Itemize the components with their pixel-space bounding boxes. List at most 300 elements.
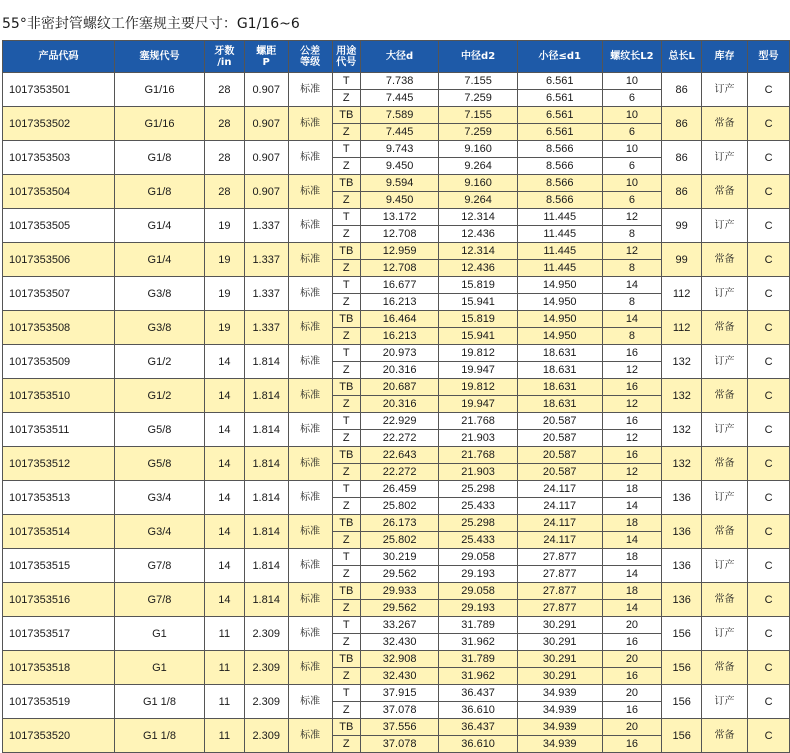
minor-diameter: 14.950 [517,294,602,311]
model-type: C [748,515,790,549]
table-row [3,141,790,158]
thread-length: 6 [602,90,662,107]
pitch-diameter: 25.433 [439,498,517,515]
major-diameter: 37.556 [360,719,438,736]
gauge-designation: G3/4 [114,481,204,515]
stock-status: 常备 [702,719,748,753]
product-code: 1017353505 [3,209,115,243]
gauge-designation: G1 [114,651,204,685]
pitch-diameter: 21.768 [439,413,517,430]
model-type: C [748,617,790,651]
product-code: 1017353501 [3,73,115,107]
major-diameter: 22.272 [360,464,438,481]
table-row [3,549,790,566]
pitch-diameter: 9.160 [439,141,517,158]
tolerance-grade: 标准 [288,549,332,583]
minor-diameter: 27.877 [517,583,602,600]
thread-length: 8 [602,328,662,345]
use-code: Z [332,362,360,379]
stock-status: 常备 [702,311,748,345]
use-code: Z [332,600,360,617]
use-code: TB [332,515,360,532]
pitch-diameter: 15.819 [439,311,517,328]
pitch: 1.814 [244,345,288,379]
table-row [3,583,790,600]
thread-length: 8 [602,226,662,243]
use-code: TB [332,719,360,736]
major-diameter: 9.450 [360,192,438,209]
gauge-designation: G7/8 [114,583,204,617]
minor-diameter: 34.939 [517,685,602,702]
thread-length: 12 [602,209,662,226]
thread-length: 14 [602,600,662,617]
tolerance-grade: 标准 [288,209,332,243]
gauge-designation: G1 1/8 [114,685,204,719]
tolerance-grade: 标准 [288,685,332,719]
tolerance-grade: 标准 [288,345,332,379]
threads-per-inch: 11 [204,719,244,753]
pitch: 1.337 [244,277,288,311]
total-length: 132 [662,447,702,481]
minor-diameter: 14.950 [517,311,602,328]
minor-diameter: 34.939 [517,702,602,719]
use-code: TB [332,243,360,260]
minor-diameter: 34.939 [517,719,602,736]
stock-status: 常备 [702,583,748,617]
major-diameter: 32.430 [360,634,438,651]
thread-length: 12 [602,396,662,413]
threads-per-inch: 14 [204,413,244,447]
use-code: TB [332,311,360,328]
major-diameter: 37.078 [360,736,438,753]
minor-diameter: 8.566 [517,192,602,209]
total-length: 156 [662,651,702,685]
pitch: 0.907 [244,175,288,209]
minor-diameter: 18.631 [517,362,602,379]
major-diameter: 7.445 [360,90,438,107]
minor-diameter: 6.561 [517,107,602,124]
product-code: 1017353517 [3,617,115,651]
major-diameter: 12.708 [360,226,438,243]
major-diameter: 25.802 [360,532,438,549]
pitch-diameter: 7.259 [439,124,517,141]
use-code: T [332,345,360,362]
tolerance-grade: 标准 [288,73,332,107]
pitch-diameter: 25.298 [439,515,517,532]
product-code: 1017353518 [3,651,115,685]
threads-per-inch: 19 [204,277,244,311]
pitch-diameter: 31.962 [439,668,517,685]
stock-status: 常备 [702,379,748,413]
pitch: 1.814 [244,583,288,617]
gauge-designation: G1/16 [114,73,204,107]
tolerance-grade: 标准 [288,311,332,345]
threads-per-inch: 14 [204,549,244,583]
table-row [3,107,790,124]
threads-per-inch: 28 [204,141,244,175]
pitch-diameter: 7.259 [439,90,517,107]
pitch-diameter: 31.789 [439,617,517,634]
major-diameter: 9.594 [360,175,438,192]
pitch-diameter: 29.058 [439,549,517,566]
minor-diameter: 27.877 [517,600,602,617]
thread-length: 16 [602,736,662,753]
use-code: Z [332,90,360,107]
thread-length: 12 [602,464,662,481]
gauge-designation: G3/8 [114,311,204,345]
minor-diameter: 18.631 [517,396,602,413]
minor-diameter: 20.587 [517,464,602,481]
major-diameter: 12.959 [360,243,438,260]
model-type: C [748,73,790,107]
product-code: 1017353507 [3,277,115,311]
major-diameter: 20.316 [360,396,438,413]
stock-status: 常备 [702,651,748,685]
minor-diameter: 6.561 [517,124,602,141]
total-length: 156 [662,719,702,753]
gauge-designation: G3/8 [114,277,204,311]
pitch-diameter: 9.160 [439,175,517,192]
thread-length: 10 [602,175,662,192]
thread-length: 6 [602,124,662,141]
use-code: Z [332,736,360,753]
use-code: T [332,481,360,498]
minor-diameter: 30.291 [517,617,602,634]
pitch-diameter: 31.789 [439,651,517,668]
gauge-designation: G5/8 [114,447,204,481]
use-code: Z [332,396,360,413]
gauge-designation: G1 [114,617,204,651]
use-code: TB [332,107,360,124]
minor-diameter: 8.566 [517,158,602,175]
major-diameter: 16.464 [360,311,438,328]
table-row [3,719,790,736]
pitch-diameter: 12.436 [439,226,517,243]
gauge-designation: G1/4 [114,209,204,243]
pitch-diameter: 9.264 [439,158,517,175]
use-code: Z [332,158,360,175]
pitch: 2.309 [244,651,288,685]
product-code: 1017353511 [3,413,115,447]
table-row [3,481,790,498]
stock-status: 常备 [702,107,748,141]
total-length: 156 [662,617,702,651]
total-length: 136 [662,549,702,583]
thread-length: 10 [602,141,662,158]
product-code: 1017353519 [3,685,115,719]
header-major-diameter: 大径d [360,41,438,73]
header-model: 型号 [748,41,790,73]
product-code: 1017353514 [3,515,115,549]
minor-diameter: 30.291 [517,668,602,685]
pitch-diameter: 29.058 [439,583,517,600]
header-gauge-designation: 塞规代号 [114,41,204,73]
total-length: 132 [662,345,702,379]
tolerance-grade: 标准 [288,379,332,413]
stock-status: 订产 [702,345,748,379]
header-threads-per-inch: 牙数 /in [204,41,244,73]
major-diameter: 29.562 [360,566,438,583]
pitch-diameter: 19.947 [439,362,517,379]
minor-diameter: 8.566 [517,141,602,158]
stock-status: 订产 [702,549,748,583]
header-pitch-diameter: 中径d2 [439,41,517,73]
minor-diameter: 18.631 [517,379,602,396]
pitch-diameter: 21.903 [439,464,517,481]
major-diameter: 16.213 [360,294,438,311]
major-diameter: 25.802 [360,498,438,515]
stock-status: 订产 [702,141,748,175]
product-code: 1017353503 [3,141,115,175]
product-code: 1017353506 [3,243,115,277]
tolerance-grade: 标准 [288,141,332,175]
header-tolerance-grade: 公差 等级 [288,41,332,73]
stock-status: 订产 [702,617,748,651]
thread-length: 14 [602,532,662,549]
model-type: C [748,413,790,447]
model-type: C [748,549,790,583]
tolerance-grade: 标准 [288,243,332,277]
pitch: 1.814 [244,549,288,583]
pitch: 1.814 [244,481,288,515]
use-code: TB [332,583,360,600]
product-code: 1017353510 [3,379,115,413]
thread-length: 20 [602,685,662,702]
tolerance-grade: 标准 [288,175,332,209]
use-code: TB [332,447,360,464]
thread-length: 16 [602,447,662,464]
pitch-diameter: 15.819 [439,277,517,294]
pitch: 2.309 [244,685,288,719]
header-use-code: 用途 代号 [332,41,360,73]
pitch-diameter: 36.610 [439,702,517,719]
thread-length: 14 [602,277,662,294]
tolerance-grade: 标准 [288,481,332,515]
pitch-diameter: 9.264 [439,192,517,209]
use-code: Z [332,430,360,447]
thread-length: 20 [602,651,662,668]
major-diameter: 20.316 [360,362,438,379]
total-length: 136 [662,515,702,549]
major-diameter: 30.219 [360,549,438,566]
major-diameter: 33.267 [360,617,438,634]
use-code: Z [332,464,360,481]
header-product-code: 产品代码 [3,41,115,73]
use-code: T [332,73,360,90]
thread-length: 8 [602,260,662,277]
header-minor-diameter: 小径≤d1 [517,41,602,73]
product-code: 1017353504 [3,175,115,209]
use-code: Z [332,532,360,549]
thread-length: 14 [602,566,662,583]
use-code: T [332,413,360,430]
threads-per-inch: 14 [204,515,244,549]
pitch: 1.337 [244,209,288,243]
major-diameter: 37.078 [360,702,438,719]
table-row [3,651,790,668]
major-diameter: 20.687 [360,379,438,396]
threads-per-inch: 19 [204,209,244,243]
pitch-diameter: 19.812 [439,379,517,396]
use-code: Z [332,634,360,651]
page-title: 55°非密封管螺纹工作塞规主要尺寸：G1/16~6 [2,16,300,32]
thread-length: 18 [602,515,662,532]
major-diameter: 7.738 [360,73,438,90]
major-diameter: 32.908 [360,651,438,668]
use-code: Z [332,566,360,583]
stock-status: 常备 [702,515,748,549]
pitch-diameter: 29.193 [439,600,517,617]
use-code: T [332,209,360,226]
total-length: 112 [662,277,702,311]
major-diameter: 37.915 [360,685,438,702]
thread-length: 10 [602,107,662,124]
pitch: 1.337 [244,311,288,345]
header-pitch: 螺距 P [244,41,288,73]
pitch: 1.814 [244,413,288,447]
total-length: 132 [662,379,702,413]
stock-status: 常备 [702,243,748,277]
major-diameter: 7.589 [360,107,438,124]
thread-length: 12 [602,362,662,379]
product-code: 1017353512 [3,447,115,481]
threads-per-inch: 14 [204,583,244,617]
thread-length: 12 [602,243,662,260]
minor-diameter: 6.561 [517,73,602,90]
table-row [3,413,790,430]
model-type: C [748,141,790,175]
tolerance-grade: 标准 [288,515,332,549]
use-code: Z [332,124,360,141]
pitch-diameter: 29.193 [439,566,517,583]
minor-diameter: 20.587 [517,413,602,430]
minor-diameter: 24.117 [517,515,602,532]
total-length: 86 [662,141,702,175]
major-diameter: 16.677 [360,277,438,294]
table-row [3,685,790,702]
threads-per-inch: 11 [204,685,244,719]
gauge-designation: G1/2 [114,345,204,379]
pitch-diameter: 19.947 [439,396,517,413]
model-type: C [748,583,790,617]
pitch: 0.907 [244,141,288,175]
pitch-diameter: 19.812 [439,345,517,362]
major-diameter: 26.459 [360,481,438,498]
total-length: 86 [662,73,702,107]
product-code: 1017353516 [3,583,115,617]
total-length: 136 [662,583,702,617]
tolerance-grade: 标准 [288,107,332,141]
minor-diameter: 11.445 [517,226,602,243]
pitch-diameter: 15.941 [439,328,517,345]
thread-length: 14 [602,498,662,515]
model-type: C [748,685,790,719]
threads-per-inch: 28 [204,107,244,141]
pitch: 0.907 [244,107,288,141]
pitch: 1.337 [244,243,288,277]
product-code: 1017353515 [3,549,115,583]
major-diameter: 13.172 [360,209,438,226]
model-type: C [748,311,790,345]
use-code: TB [332,651,360,668]
stock-status: 订产 [702,209,748,243]
table-row [3,617,790,634]
pitch-diameter: 36.437 [439,719,517,736]
threads-per-inch: 19 [204,243,244,277]
model-type: C [748,481,790,515]
use-code: T [332,549,360,566]
model-type: C [748,379,790,413]
pitch: 0.907 [244,73,288,107]
product-code: 1017353520 [3,719,115,753]
use-code: T [332,141,360,158]
pitch-diameter: 31.962 [439,634,517,651]
thread-length: 16 [602,702,662,719]
minor-diameter: 11.445 [517,260,602,277]
table-row [3,243,790,260]
threads-per-inch: 28 [204,175,244,209]
major-diameter: 9.450 [360,158,438,175]
table-header-row [3,41,790,73]
use-code: T [332,277,360,294]
thread-length: 16 [602,413,662,430]
major-diameter: 29.933 [360,583,438,600]
minor-diameter: 18.631 [517,345,602,362]
minor-diameter: 8.566 [517,175,602,192]
thread-length: 14 [602,311,662,328]
major-diameter: 20.973 [360,345,438,362]
thread-length: 18 [602,549,662,566]
pitch: 1.814 [244,379,288,413]
major-diameter: 29.562 [360,600,438,617]
minor-diameter: 30.291 [517,634,602,651]
stock-status: 订产 [702,481,748,515]
major-diameter: 7.445 [360,124,438,141]
total-length: 99 [662,243,702,277]
threads-per-inch: 19 [204,311,244,345]
threads-per-inch: 11 [204,617,244,651]
total-length: 86 [662,107,702,141]
thread-length: 10 [602,73,662,90]
use-code: Z [332,226,360,243]
use-code: Z [332,294,360,311]
model-type: C [748,345,790,379]
header-stock: 库存 [702,41,748,73]
model-type: C [748,277,790,311]
thread-length: 20 [602,719,662,736]
minor-diameter: 27.877 [517,566,602,583]
pitch-diameter: 7.155 [439,107,517,124]
table-body [3,73,790,753]
table-row [3,73,790,90]
gauge-designation: G5/8 [114,413,204,447]
gauge-spec-table [2,40,790,753]
table-row [3,515,790,532]
model-type: C [748,175,790,209]
threads-per-inch: 14 [204,481,244,515]
minor-diameter: 6.561 [517,90,602,107]
header-total-length: 总长L [662,41,702,73]
pitch: 1.814 [244,515,288,549]
minor-diameter: 14.950 [517,277,602,294]
pitch-diameter: 12.436 [439,260,517,277]
use-code: Z [332,192,360,209]
tolerance-grade: 标准 [288,651,332,685]
pitch-diameter: 21.768 [439,447,517,464]
thread-length: 16 [602,345,662,362]
model-type: C [748,447,790,481]
stock-status: 订产 [702,73,748,107]
